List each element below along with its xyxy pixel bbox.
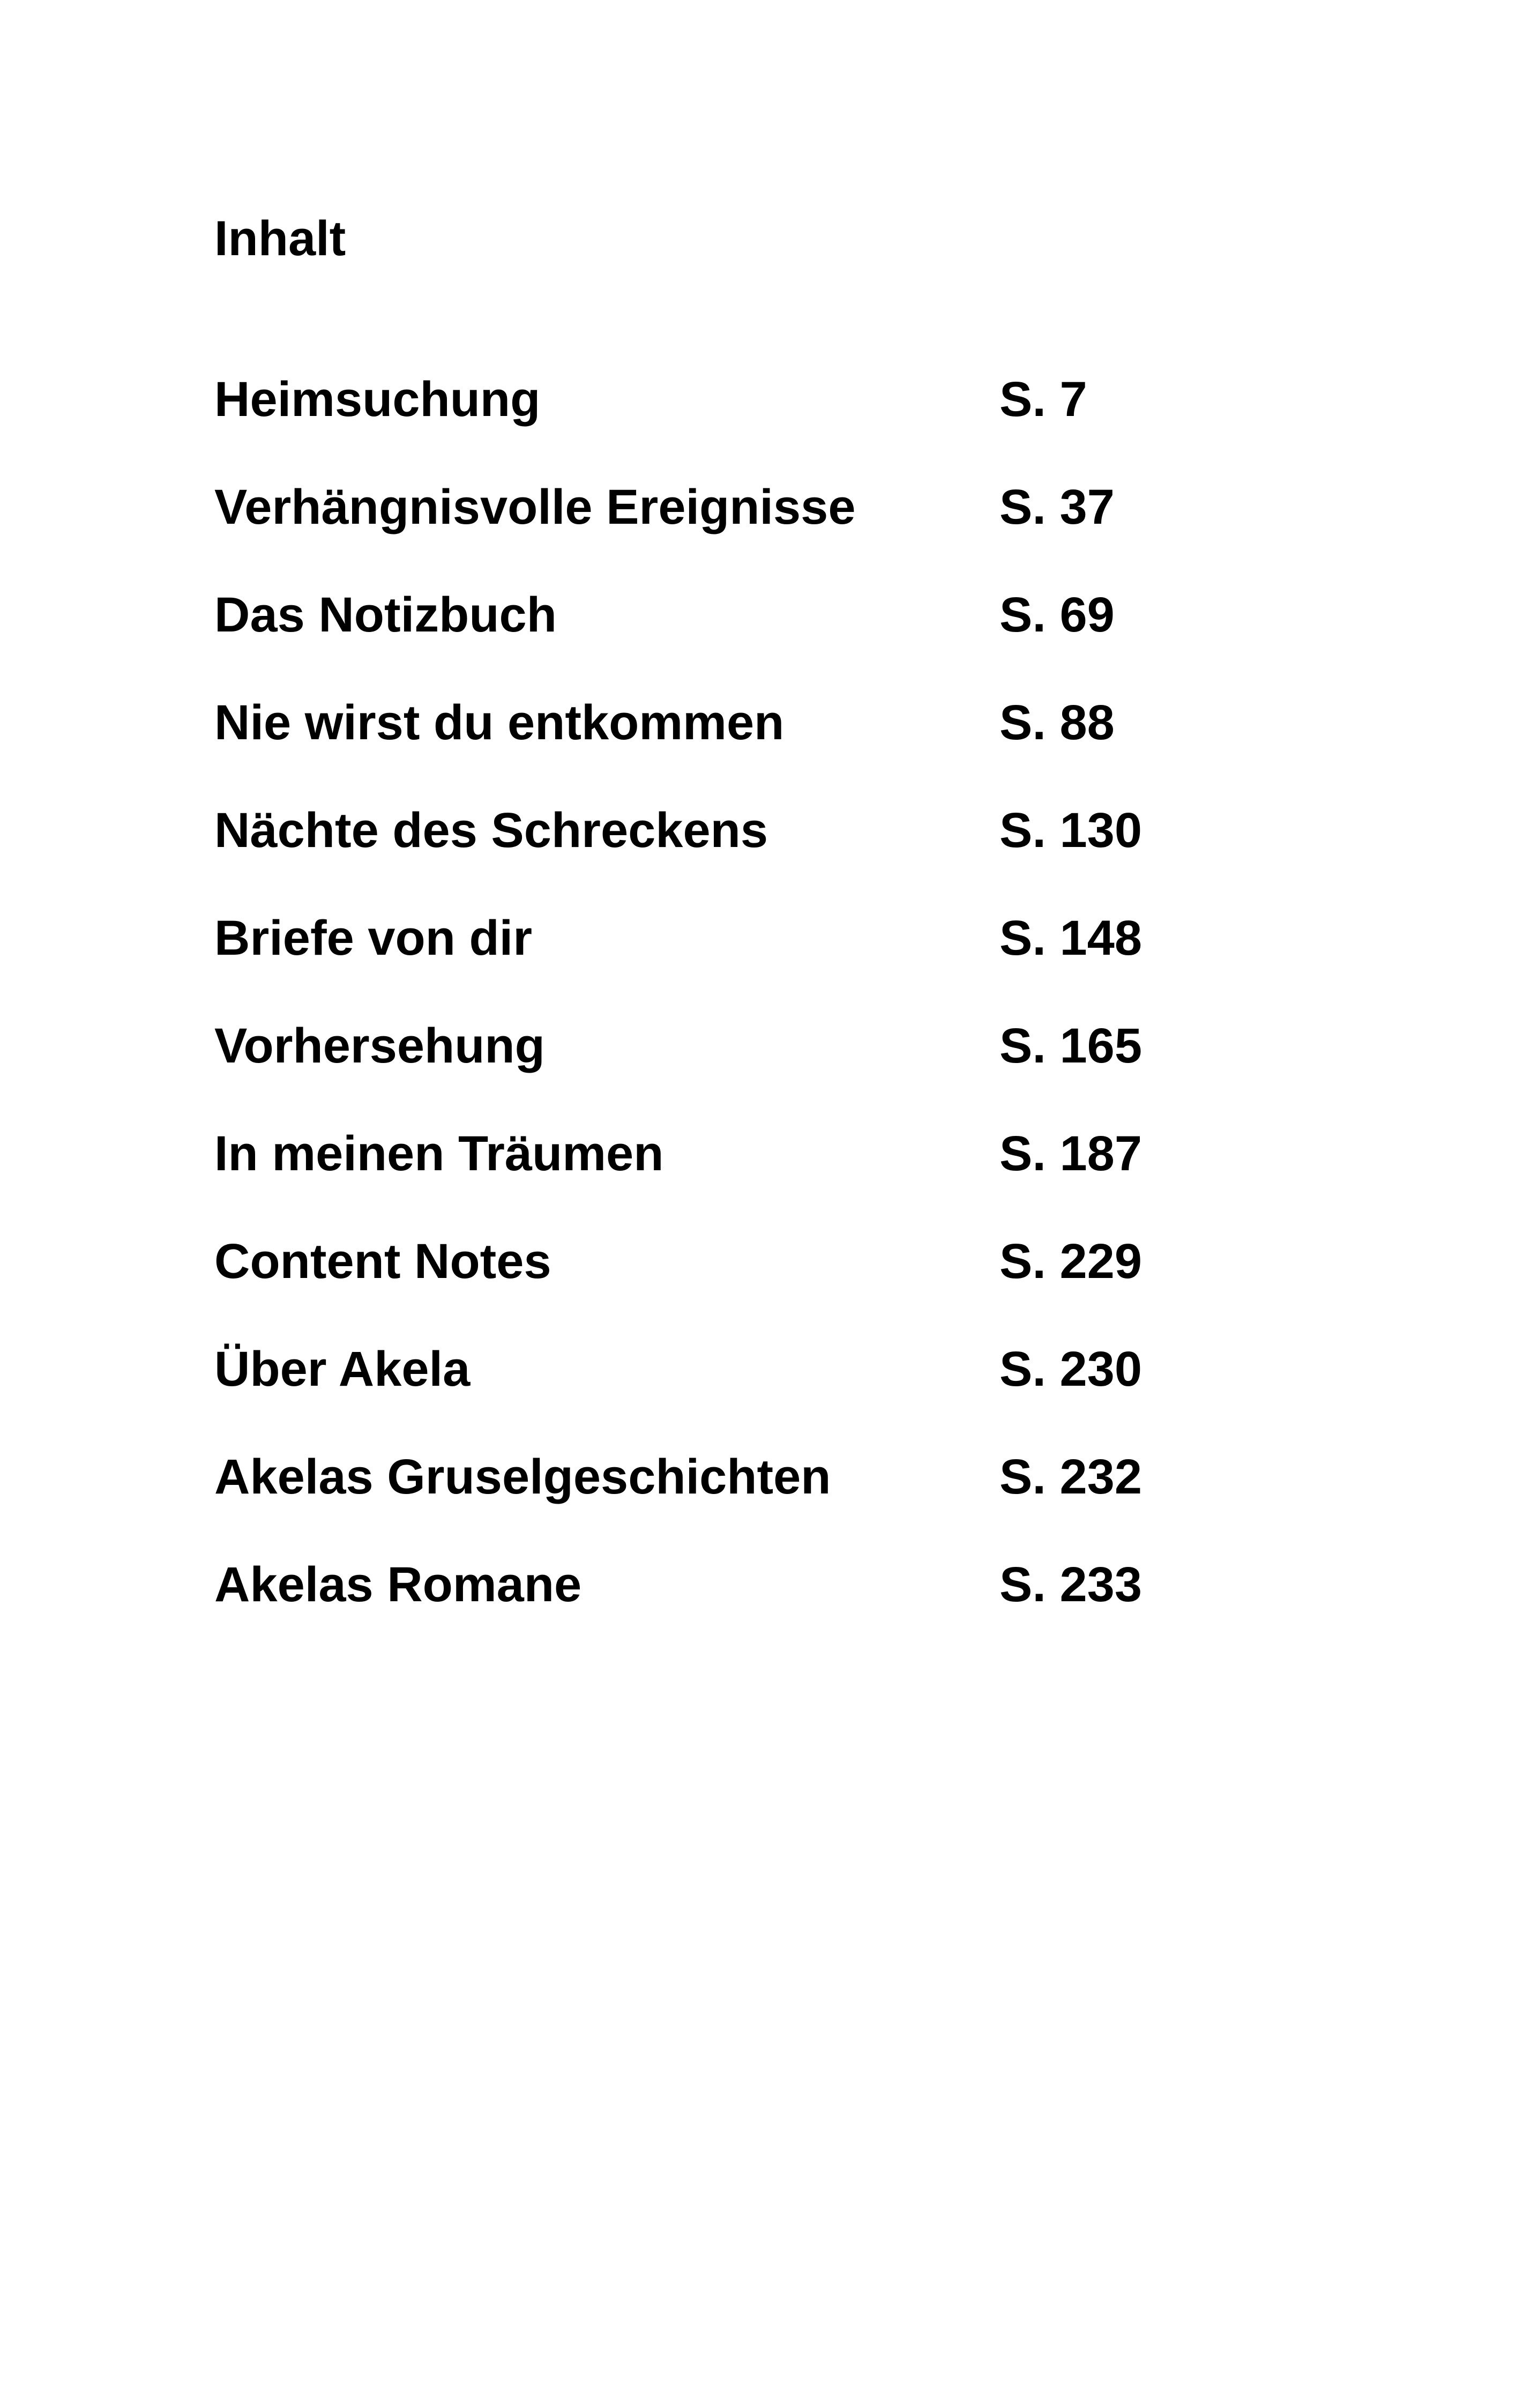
toc-entry-page: S. 187	[999, 1126, 1142, 1181]
toc-entry-page: S. 229	[999, 1234, 1142, 1289]
toc-entry	[214, 583, 1286, 690]
toc-entry-page: S. 148	[999, 911, 1142, 965]
toc-entry-title: Akelas Gruselgeschichten	[214, 1450, 831, 1504]
toc-entry	[214, 1445, 1286, 1552]
toc-entry-title: Das Notizbuch	[214, 588, 557, 642]
toc-entry-title: Content Notes	[214, 1234, 551, 1289]
toc-entry-title: Nie wirst du entkommen	[214, 695, 785, 750]
toc-entry-title: Nächte des Schreckens	[214, 803, 768, 858]
toc-entry-page: S. 233	[999, 1557, 1142, 1612]
toc-entry	[214, 475, 1286, 583]
toc-entry-page: S. 69	[999, 588, 1115, 642]
toc-entry-page: S. 37	[999, 480, 1115, 534]
toc-entry	[214, 1121, 1286, 1229]
toc-entry	[214, 906, 1286, 1014]
toc-entry-page: S. 230	[999, 1342, 1142, 1396]
toc-entry-page: S. 130	[999, 803, 1142, 858]
toc-entry-title: Heimsuchung	[214, 372, 541, 427]
toc-entry	[214, 1014, 1286, 1121]
toc-entry-page: S. 88	[999, 695, 1115, 750]
toc-entry	[214, 690, 1286, 798]
toc-entry-title: In meinen Träumen	[214, 1126, 664, 1181]
toc-entry-title: Akelas Romane	[214, 1557, 582, 1612]
toc-entry-title: Briefe von dir	[214, 911, 533, 965]
toc-list	[214, 367, 1286, 1660]
toc-entry	[214, 1337, 1286, 1445]
toc-heading: Inhalt	[214, 211, 346, 266]
toc-entry-page: S. 165	[999, 1019, 1142, 1073]
toc-entry	[214, 1552, 1286, 1660]
toc-entry-page: S. 7	[999, 372, 1087, 427]
toc-entry	[214, 367, 1286, 475]
toc-entry-title: Über Akela	[214, 1342, 471, 1396]
toc-entry	[214, 1229, 1286, 1337]
toc-entry-title: Vorhersehung	[214, 1019, 545, 1073]
toc-entry-page: S. 232	[999, 1450, 1142, 1504]
toc-entry	[214, 798, 1286, 906]
toc-entry-title: Verhängnisvolle Ereignisse	[214, 480, 856, 534]
